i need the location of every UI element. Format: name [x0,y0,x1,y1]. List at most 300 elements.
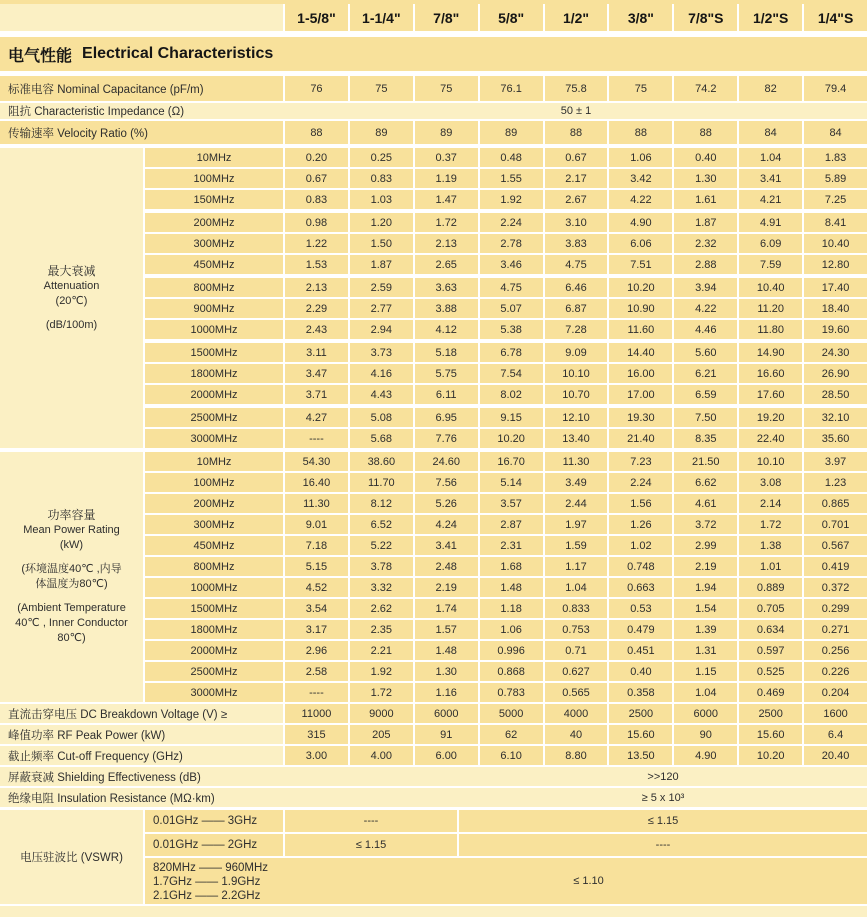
value-cell: 0.419 [804,557,867,576]
value-cell: 7.23 [609,452,672,471]
frequency-row [145,255,867,274]
value-cell: 14.40 [609,343,672,362]
value-cell: 2.62 [350,599,413,618]
value-cell: 1.38 [739,536,802,555]
value-cell: 4.43 [350,385,413,404]
value-cell: 0.48 [480,148,543,167]
vswr-band-ranges [145,858,310,904]
attenuation-block [0,148,867,448]
column-header: 1-1/4" [350,4,413,31]
value-cell: 6.62 [674,473,737,492]
value-cell: 2.44 [545,494,608,513]
frequency-row [145,190,867,209]
misc-spec-rows [0,704,867,807]
value-cell: 0.204 [804,683,867,702]
value-cell: 1.53 [285,255,348,274]
spec-row [0,746,867,765]
value-cell: 1.94 [674,578,737,597]
value-cell: 5.18 [415,343,478,362]
value-cell: 0.833 [545,599,608,618]
spec-row [0,704,867,723]
value-cell: 4.61 [674,494,737,513]
value-cell: 1.30 [415,662,478,681]
column-header: 1/4"S [804,4,867,31]
value-cell: 5.15 [285,557,348,576]
frequency-row [145,364,867,383]
value-cell: 2.87 [480,515,543,534]
value-cell: 16.40 [285,473,348,492]
value-cell: 5.14 [480,473,543,492]
value-cell: 2.58 [285,662,348,681]
value-cell: 5.60 [674,343,737,362]
value-cell: 0.358 [609,683,672,702]
value-cell: 1.54 [674,599,737,618]
block-label-line: (dB/100m) [45,318,98,331]
value-cell: 3.42 [609,169,672,188]
value-cell: 1.04 [674,683,737,702]
frequency-row [145,494,867,513]
value-cell: 10.70 [545,385,608,404]
value-cell: 15.60 [739,725,802,744]
value-cell: 1.87 [674,213,737,232]
value-cell: 3.78 [350,557,413,576]
value-cell: 40 [545,725,608,744]
frequency-cell: 100MHz [145,473,283,492]
frequency-row [145,299,867,318]
frequency-cell: 300MHz [145,234,283,253]
value-cell: 0.663 [609,578,672,597]
value-cell: 4.75 [545,255,608,274]
header-left-spacer [0,4,283,31]
value-cell: 10.40 [804,234,867,253]
value-cell: 17.60 [739,385,802,404]
value-cell: 10.10 [545,364,608,383]
value-cell: 11.80 [739,320,802,339]
value-cell: 2.94 [350,320,413,339]
value-cell: 4.90 [609,213,672,232]
value-cell: 11.70 [350,473,413,492]
value-cell: 24.60 [415,452,478,471]
value-cell: 12.80 [804,255,867,274]
frequency-cell: 900MHz [145,299,283,318]
column-header-row [0,4,867,31]
value-cell: 2.32 [674,234,737,253]
value-cell: 1.31 [674,641,737,660]
column-header: 3/8" [609,4,672,31]
value-cell: 0.98 [285,213,348,232]
value-cell: 3.32 [350,578,413,597]
frequency-cell: 2000MHz [145,641,283,660]
value-cell: 1600 [804,704,867,723]
vswr-band-value: ≤ 1.10 [573,875,604,887]
value-cell: 5.75 [415,364,478,383]
value-cell: 3.41 [415,536,478,555]
value-cell: 0.451 [609,641,672,660]
frequency-cell: 1000MHz [145,578,283,597]
frequency-row [145,683,867,702]
value-cell: 6000 [674,704,737,723]
value-cell: 10.20 [609,278,672,297]
value-cell: 1.83 [804,148,867,167]
value-cell: 21.40 [609,429,672,448]
value-cell: 6000 [415,704,478,723]
value-cell: 0.479 [609,620,672,639]
value-cell: 0.40 [609,662,672,681]
value-cell: 1.74 [415,599,478,618]
value-cell: 79.4 [804,76,867,101]
frequency-row [145,408,867,427]
value-cell: 6.21 [674,364,737,383]
section-title-en: Electrical Characteristics [82,45,274,62]
frequency-row [145,343,867,362]
power-rating-block [0,452,867,702]
value-cell: 2.14 [739,494,802,513]
value-cell: 88 [674,121,737,144]
value-cell: 6.4 [804,725,867,744]
value-cell: 3.41 [739,169,802,188]
value-cell: 2.65 [415,255,478,274]
frequency-cell: 450MHz [145,255,283,274]
row-label: 峰值功率 RF Peak Power (kW) [0,725,283,744]
value-cell: 2.13 [285,278,348,297]
value-cell: 13.50 [609,746,672,765]
frequency-row [145,641,867,660]
frequency-row [145,213,867,232]
value-cell: 11.30 [545,452,608,471]
value-cell: 0.256 [804,641,867,660]
value-cell: 1.04 [545,578,608,597]
frequency-row [145,599,867,618]
row-label: 标准电容 Nominal Capacitance (pF/m) [0,76,283,101]
column-header: 7/8"S [674,4,737,31]
value-cell: 0.565 [545,683,608,702]
spec-row [0,76,867,101]
value-cell: 0.372 [804,578,867,597]
value-cell: 2.31 [480,536,543,555]
value-cell: 1.06 [609,148,672,167]
frequency-row [145,620,867,639]
value-cell: 0.25 [350,148,413,167]
block-label-line: (环境温度40℃ ,内导 [21,563,122,575]
general-spec-rows [0,76,867,144]
frequency-cell: 150MHz [145,190,283,209]
frequency-row [145,278,867,297]
block-rows [145,452,867,702]
value-cell: 9.15 [480,408,543,427]
frequency-cell: 1500MHz [145,599,283,618]
value-cell: 35.60 [804,429,867,448]
value-cell: 2500 [609,704,672,723]
block-label-line: 体温度为80℃) [35,578,108,590]
row-label: 截止频率 Cut-off Frequency (GHz) [0,746,283,765]
value-cell: 5.07 [480,299,543,318]
value-cell: 0.634 [739,620,802,639]
value-cell: 89 [480,121,543,144]
value-cell: 0.271 [804,620,867,639]
value-cell: 4.90 [674,746,737,765]
block-label-line: (Ambient Temperature [17,602,126,614]
vswr-block [0,810,867,904]
value-cell: 26.90 [804,364,867,383]
value-cell: 4.27 [285,408,348,427]
value-cell: 90 [674,725,737,744]
value-cell: 0.67 [545,148,608,167]
value-cell: 8.35 [674,429,737,448]
section-title-zh: 电气性能 [8,47,73,65]
value-cell: 3.72 [674,515,737,534]
value-cell: 1.04 [739,148,802,167]
value-cell: 8.12 [350,494,413,513]
value-cell: 5.89 [804,169,867,188]
value-cell: 62 [480,725,543,744]
value-cell: 0.753 [545,620,608,639]
value-cell: 2.17 [545,169,608,188]
value-cell: 3.88 [415,299,478,318]
vswr-value-cell: ---- [459,834,867,856]
value-cell: 4.16 [350,364,413,383]
frequency-row [145,578,867,597]
value-cell: 3.73 [350,343,413,362]
value-cell: 1.47 [415,190,478,209]
value-cell: 0.627 [545,662,608,681]
frequency-cell: 1000MHz [145,320,283,339]
vswr-label: 电压驻波比 (VSWR) [0,810,143,904]
vswr-band-range: 820MHz —— 960MHz [153,862,269,874]
value-cell: 91 [415,725,478,744]
frequency-cell: 1500MHz [145,343,283,362]
column-header: 1/2" [545,4,608,31]
value-cell: 1.61 [674,190,737,209]
value-cell: 32.10 [804,408,867,427]
value-cell: 1.55 [480,169,543,188]
value-cell: 4000 [545,704,608,723]
value-cell: 1.18 [480,599,543,618]
value-cell: 1.56 [609,494,672,513]
value-cell: 19.20 [739,408,802,427]
frequency-row [145,473,867,492]
value-cell: 1.02 [609,536,672,555]
vswr-range-cell: 0.01GHz —— 3GHz [145,810,283,832]
value-cell: 84 [739,121,802,144]
value-cell: 0.701 [804,515,867,534]
value-cell: 0.83 [285,190,348,209]
value-cell: 4.22 [674,299,737,318]
column-headers [285,4,867,31]
value-cell: 1.15 [674,662,737,681]
frequency-cell: 2500MHz [145,408,283,427]
value-cell: 0.567 [804,536,867,555]
value-cell: 7.54 [480,364,543,383]
value-cell: 1.59 [545,536,608,555]
value-cell: 1.87 [350,255,413,274]
value-cell: ---- [285,683,348,702]
block-label-line: (20℃) [55,294,88,307]
value-cell: 7.28 [545,320,608,339]
spec-row [0,725,867,744]
vswr-value-cell: ≤ 1.15 [459,810,867,832]
value-cell: 6.00 [415,746,478,765]
block-label-line: 40℃ , Inner Conductor 80℃) [15,617,128,644]
value-cell: 0.71 [545,641,608,660]
row-label: 直流击穿电压 DC Breakdown Voltage (V) ≥ [0,704,283,723]
value-cell: 9.01 [285,515,348,534]
value-cell: 38.60 [350,452,413,471]
frequency-row [145,536,867,555]
frequency-cell: 1800MHz [145,620,283,639]
value-cell: 9.09 [545,343,608,362]
frequency-row [145,234,867,253]
frequency-row [145,148,867,167]
frequency-cell: 3000MHz [145,683,283,702]
row-label: 阻抗 Characteristic Impedance (Ω) [8,106,185,118]
value-cell: 88 [609,121,672,144]
value-cell: 2.19 [415,578,478,597]
row-label: 绝缘电阻 Insulation Resistance (MΩ·km) [8,792,215,805]
vswr-band-range: 1.7GHz —— 1.9GHz [153,876,261,888]
row-label: 屏蔽衰减 Shielding Effectiveness (dB) [8,771,201,784]
vswr-row [145,810,867,832]
value-cell: ---- [285,429,348,448]
value-cell: 9000 [350,704,413,723]
value-cell: 75 [350,76,413,101]
value-cell: 16.60 [739,364,802,383]
frequency-row [145,452,867,471]
value-cell: 2.88 [674,255,737,274]
value-cell: 11.20 [739,299,802,318]
value-cell: 1.20 [350,213,413,232]
row-label: 传输速率 Velocity Ratio (%) [0,121,283,144]
block-label-line: 功率容量 [47,508,96,522]
value-cell: 1.26 [609,515,672,534]
value-cell: 3.47 [285,364,348,383]
value-cell: 4.12 [415,320,478,339]
value-cell: 1.22 [285,234,348,253]
block-rows [145,148,867,448]
spec-row [0,121,867,144]
value-cell: 1.16 [415,683,478,702]
vswr-value-cell: ---- [285,810,457,832]
value-cell: 10.40 [739,278,802,297]
frequency-cell: 800MHz [145,557,283,576]
value-cell: 19.30 [609,408,672,427]
block-label-line: 最大衰减 [47,263,96,278]
value-cell: 89 [350,121,413,144]
value-cell: 4.21 [739,190,802,209]
value-cell: 2.29 [285,299,348,318]
value-cell: 7.50 [674,408,737,427]
value-cell: 0.83 [350,169,413,188]
frequency-row [145,320,867,339]
vswr-band [145,858,867,904]
frequency-cell: 200MHz [145,494,283,513]
frequency-cell: 300MHz [145,515,283,534]
frequency-row [145,385,867,404]
value-cell: 2.35 [350,620,413,639]
value-cell: 14.90 [739,343,802,362]
value-cell: 2.24 [609,473,672,492]
value-cell: 13.40 [545,429,608,448]
value-cell: 1.06 [480,620,543,639]
bottom-strip [0,906,867,917]
value-cell: 11000 [285,704,348,723]
value-cell: 0.67 [285,169,348,188]
value-cell: 3.08 [739,473,802,492]
value-cell: 0.996 [480,641,543,660]
value-cell: 84 [804,121,867,144]
value-cell: 1.92 [480,190,543,209]
value-cell: 6.52 [350,515,413,534]
value-cell: 4.00 [350,746,413,765]
value-cell: 82 [739,76,802,101]
value-cell: 2.99 [674,536,737,555]
value-cell: 0.20 [285,148,348,167]
value-cell: 1.97 [545,515,608,534]
value-cell: 1.17 [545,557,608,576]
value-cell: 0.748 [609,557,672,576]
value-cell: 74.2 [674,76,737,101]
spec-row [0,788,867,807]
value-cell: 5.22 [350,536,413,555]
value-cell: 88 [285,121,348,144]
block-label-line: Mean Power Rating [23,524,120,536]
value-cell: 3.10 [545,213,608,232]
value-cell: 1.68 [480,557,543,576]
frequency-row [145,515,867,534]
value-cell: 0.597 [739,641,802,660]
value-cell: 2.21 [350,641,413,660]
value-cell: 19.60 [804,320,867,339]
value-cell: 2.77 [350,299,413,318]
value-cell: 17.00 [609,385,672,404]
value-cell: 3.94 [674,278,737,297]
value-cell: 7.18 [285,536,348,555]
value-cell: 2.67 [545,190,608,209]
value-cell: 10.20 [480,429,543,448]
value-cell: 3.00 [285,746,348,765]
value-cell: 75 [415,76,478,101]
value-cell: 2.24 [480,213,543,232]
span-value: ≥ 5 x 10³ [641,791,685,804]
column-header: 1/2"S [739,4,802,31]
block-label-line: (kW) [59,539,84,551]
block-label-line: Attenuation [43,279,100,292]
value-cell: 3.63 [415,278,478,297]
value-cell: 3.97 [804,452,867,471]
value-cell: 1.39 [674,620,737,639]
value-cell: 2500 [739,704,802,723]
vswr-rows [145,810,867,904]
value-cell: 16.70 [480,452,543,471]
value-cell: 1.72 [350,683,413,702]
vswr-value-cell: ≤ 1.15 [285,834,457,856]
value-cell: 0.226 [804,662,867,681]
spec-row [0,103,867,119]
frequency-cell: 3000MHz [145,429,283,448]
value-cell: 6.78 [480,343,543,362]
value-cell: 4.24 [415,515,478,534]
value-cell: 89 [415,121,478,144]
value-cell: 15.60 [609,725,672,744]
frequency-row [145,557,867,576]
frequency-cell: 10MHz [145,148,283,167]
vswr-band-range: 2.1GHz —— 2.2GHz [153,890,261,902]
value-cell: 3.57 [480,494,543,513]
value-cell: 20.40 [804,746,867,765]
value-cell: 0.37 [415,148,478,167]
value-cell: 8.41 [804,213,867,232]
vswr-row [145,834,867,856]
value-cell: 0.783 [480,683,543,702]
